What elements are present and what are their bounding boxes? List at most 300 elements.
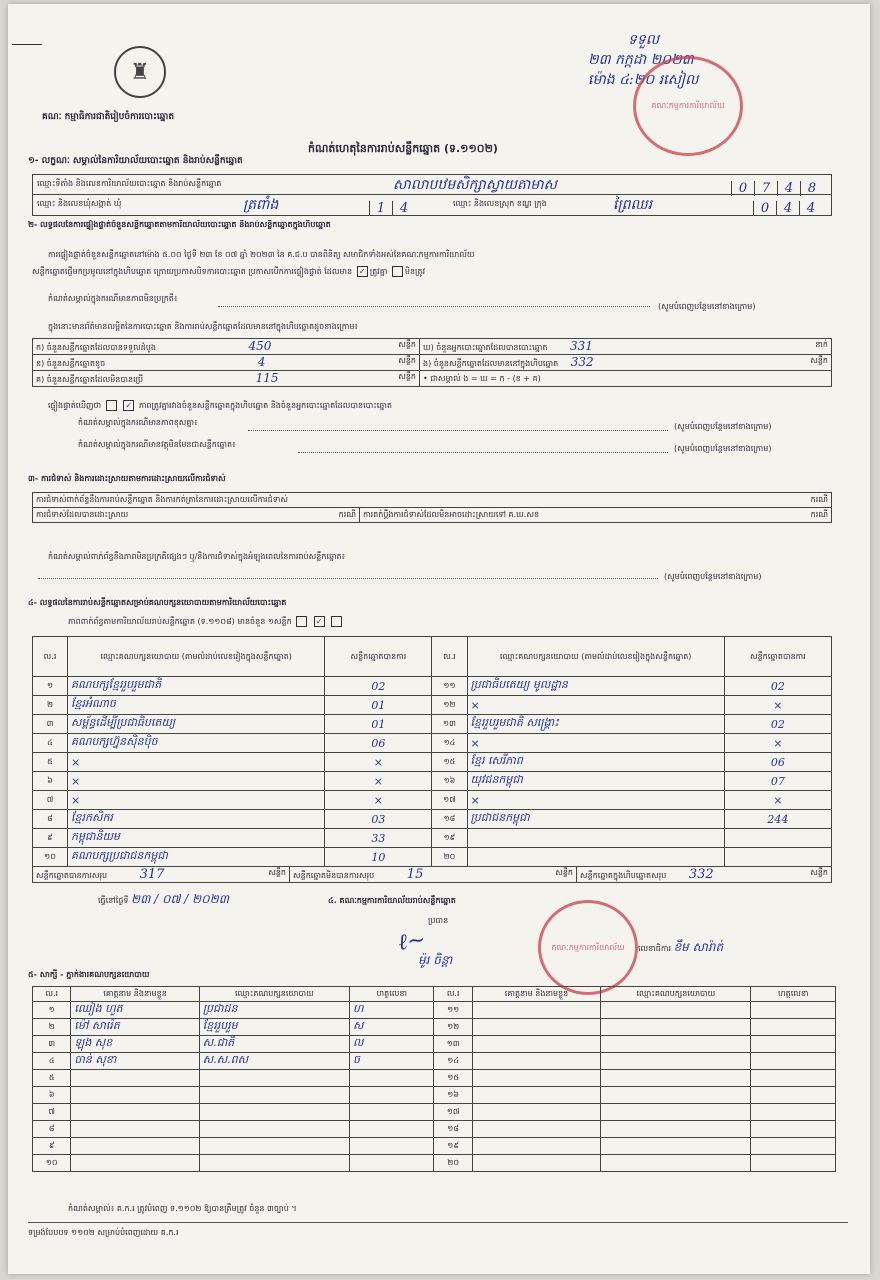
row-no: ២០ xyxy=(432,848,467,867)
received-label: ទទួល xyxy=(628,32,660,48)
col-sign: ហត្ថលេខា xyxy=(350,987,434,1002)
col-no: ល.រ xyxy=(33,637,68,677)
witness-name: ឡុង សុខ xyxy=(71,1036,199,1053)
witness-name xyxy=(71,1155,199,1172)
witness-name: ចាន់ សុខា xyxy=(71,1053,199,1070)
objection-row1 xyxy=(33,493,832,508)
row-no: ៥ xyxy=(33,753,68,772)
party-votes: 02 xyxy=(325,677,432,696)
witness-name xyxy=(472,1036,600,1053)
section5-heading: ៥- សាក្សី - ភ្នាក់ងារគណបក្សនយោបាយ xyxy=(28,970,150,979)
row1-digits xyxy=(731,177,823,196)
col-no: ល.រ xyxy=(33,987,71,1002)
sub-intro: ក្នុងនោះមានព័ត៌មានលម្អិតនៃការបោះឆ្នោត និងការរាប់សន្លឹកឆ្នោតដែលមាននៅក្នុងហិបឆ្នោតដូចខាងក្រោម៖ xyxy=(48,322,359,331)
witness-name xyxy=(472,1087,600,1104)
section3-hint: (សូមបំពេញបន្ថែមនៅខាងក្រោម) xyxy=(664,572,762,581)
item-value: 331 xyxy=(569,339,593,353)
row-no: ១៤ xyxy=(432,734,467,753)
objection-label: ការជំទាស់ដែលបានដោះស្រាយ xyxy=(36,510,129,519)
witness-party xyxy=(199,1087,349,1104)
total-valid xyxy=(33,867,290,883)
table-row xyxy=(33,715,832,734)
item-c xyxy=(33,371,420,387)
check-tail: ភាពត្រូវគ្នារវាងចំនួនសន្លឹកឆ្នោតក្នុងហិបឆ្នោត និងចំនួនអ្នកបោះឆ្នោតដែលបានបោះឆ្នោត xyxy=(138,401,392,410)
header-rule xyxy=(12,44,42,45)
witness-party xyxy=(601,1087,751,1104)
authority-name: គណៈ កម្មាធិការជាតិរៀបចំការបោះឆ្នោត xyxy=(42,112,175,122)
date-label: ធ្វើនៅថ្ងៃទី xyxy=(98,896,129,905)
table-row xyxy=(33,734,832,753)
party-votes: 06 xyxy=(325,734,432,753)
row-no: ១៩ xyxy=(432,829,467,848)
item-a xyxy=(33,339,420,355)
checkbox-3[interactable] xyxy=(331,616,342,627)
chair-label: ប្រធាន xyxy=(428,916,449,925)
cambodia-emblem-icon: ♜ xyxy=(114,46,166,98)
witness-name xyxy=(71,1070,199,1087)
opt-yes-label: ត្រូវគ្នា xyxy=(369,267,388,276)
date-value: ២៣ / ០៧ / ២០២៣ xyxy=(131,892,229,906)
row-no: ៦ xyxy=(33,772,68,791)
party-votes: 03 xyxy=(325,810,432,829)
party-name: ខ្មែរកសិករ xyxy=(68,810,325,829)
row2-value-b: ព្រៃឈរ xyxy=(613,197,653,213)
line2-text: សន្លឹកឆ្នោតផ្ញើមកប្រមូលនៅក្នុងហិបឆ្នោត ក្រោយប្រកាសបិទការបោះឆ្នោត ប្រកាសបើកការផ្ទៀងផ្ទាត់ ដែលមាន xyxy=(32,267,353,276)
party-votes: × xyxy=(325,753,432,772)
row-no: ១២ xyxy=(434,1019,472,1036)
section1-heading: ១- លក្ខណៈ សម្គាល់នៃការិយាល័យបោះឆ្នោត និងរាប់សន្លឹកឆ្នោត xyxy=(28,156,243,166)
party-name xyxy=(467,848,724,867)
section4-intro xyxy=(68,616,344,627)
col-party: ឈ្មោះគណបក្សនយោបាយ xyxy=(601,987,751,1002)
witness-party xyxy=(199,1121,349,1138)
bullet2-line xyxy=(298,452,668,453)
row-no: ១៩ xyxy=(434,1138,472,1155)
bullet2-hint: (សូមបំពេញបន្ថែមនៅខាងក្រោម) xyxy=(674,444,772,453)
item-unit: នាក់ xyxy=(815,340,828,349)
item-label: ខ) ចំនួនសន្លឹកឆ្នោតខូច xyxy=(36,359,106,368)
objection-row2 xyxy=(33,508,360,523)
row-no: ៤ xyxy=(33,734,68,753)
witness-signature xyxy=(751,1155,836,1172)
witness-party xyxy=(601,1070,751,1087)
objection-unit: ករណី xyxy=(810,495,828,504)
note-label: កំណត់សម្គាល់ក្នុងករណីមានភាពមិនប្រក្រតី៖ xyxy=(48,294,178,303)
party-name: × xyxy=(68,791,325,810)
witness-name xyxy=(472,1138,600,1155)
row-no: ១៧ xyxy=(434,1104,472,1121)
official-stamp xyxy=(633,56,743,156)
chair-name: ម៉ូរ ចិន្តា xyxy=(418,953,453,967)
witness-party xyxy=(601,1104,751,1121)
opt-no-label: មិនត្រូវ xyxy=(404,267,426,276)
intro-tail: នៃ គ.ជ.ប បានពិនិត្យ សមាជិកទាំងអស់នៃគណៈកម្មការការិយាល័យ xyxy=(277,250,475,259)
section3-note: កំណត់សម្គាល់ពាក់ព័ន្ធនឹងភាពមិនប្រក្រតីផ្សេងៗ ឬ/និងការជំទាស់ក្នុងអំឡុងពេលនៃការរាប់សន្លឹកឆ្នោត៖ xyxy=(48,552,346,561)
party-name: ប្រជាជនកម្ពុជា xyxy=(467,810,724,829)
row-no: ៥ xyxy=(33,1070,71,1087)
witness-table xyxy=(32,986,836,1172)
party-votes: × xyxy=(325,772,432,791)
table-row xyxy=(33,1053,836,1070)
witness-name xyxy=(472,1002,600,1019)
witness-party xyxy=(601,1002,751,1019)
witness-party xyxy=(199,1138,349,1155)
col-name: គោត្តនាម និងនាមខ្លួន xyxy=(472,987,600,1002)
committee-label: ៤. គណៈកម្មការការិយាល័យរាប់សន្លឹកឆ្នោត xyxy=(328,896,456,905)
unit: សន្លឹក xyxy=(810,868,828,877)
totals-row xyxy=(32,866,832,883)
party-votes xyxy=(724,829,831,848)
witness-name xyxy=(472,1104,600,1121)
row-no: ១២ xyxy=(432,696,467,715)
table-row xyxy=(33,1070,836,1087)
witness-party: ស.ស.ពស xyxy=(199,1053,349,1070)
intro-text: ភាពពាក់ព័ន្ធតាមការិយាល័យរាប់សន្លឹកឆ្នោត (ទ.១១០៨) មានចំនួន ១សន្លឹក xyxy=(68,617,292,626)
party-votes: 06 xyxy=(724,753,831,772)
section2-intro xyxy=(48,250,475,260)
row-no: ១ xyxy=(33,677,68,696)
party-name: ខ្មែរអំណាច xyxy=(68,696,325,715)
party-name: គណបក្សខ្មែររួបរួមជាតិ xyxy=(68,677,325,696)
total-box xyxy=(577,867,832,883)
witness-signature: ស xyxy=(350,1019,434,1036)
item-b xyxy=(33,355,420,371)
digit: 4 xyxy=(392,201,415,216)
party-name xyxy=(467,829,724,848)
row-no: ១១ xyxy=(434,1002,472,1019)
table-row xyxy=(33,1036,836,1053)
item-label: គ) ចំនួនសន្លឹកឆ្នោតដែលមិនបានប្រើ xyxy=(36,375,144,384)
col-party: ឈ្មោះគណបក្សនយោបាយ (តាមលំដាប់លេខរៀងក្នុងសន្លឹកឆ្នោត) xyxy=(467,637,724,677)
witness-signature xyxy=(751,1121,836,1138)
row-no: ៩ xyxy=(33,1138,71,1155)
party-name: × xyxy=(68,772,325,791)
row2-digits-b xyxy=(753,197,822,216)
bullet2: កំណត់សម្គាល់ក្នុងករណីមានវត្ថុមិនមែនជាសន្លឹកឆ្នោត៖ xyxy=(78,440,236,449)
item-value: 332 xyxy=(570,355,594,369)
stamp-text: គណៈកម្មការការិយាល័យ xyxy=(651,101,725,110)
received-date: ២៣ កក្កដា ២០២៣ xyxy=(588,52,694,68)
row-no: ១៦ xyxy=(432,772,467,791)
row1-label: ឈ្មោះទីតាំង និងលេខការិយាល័យបោះឆ្នោត និងរាប់សន្លឹកឆ្នោត xyxy=(37,179,222,188)
witness-name xyxy=(472,1155,600,1172)
party-name: × xyxy=(467,791,724,810)
section3-table xyxy=(32,492,832,523)
table-row xyxy=(33,1138,836,1155)
objection-unit: ករណី xyxy=(810,510,828,519)
party-votes: 02 xyxy=(724,677,831,696)
row-no: ៧ xyxy=(33,1104,71,1121)
witness-signature xyxy=(350,1070,434,1087)
secretary-line xyxy=(638,942,723,954)
witness-name xyxy=(472,1070,600,1087)
check-line xyxy=(48,400,392,411)
item-unit: សន្លឹក xyxy=(398,372,416,381)
row-no: ១៥ xyxy=(432,753,467,772)
witness-signature xyxy=(350,1087,434,1104)
note-hint: (សូមបំពេញបន្ថែមនៅខាងក្រោម) xyxy=(658,302,756,311)
col-name: គោត្តនាម និងនាមខ្លួន xyxy=(71,987,199,1002)
witness-party xyxy=(199,1104,349,1121)
witness-signature xyxy=(350,1155,434,1172)
document-page xyxy=(8,4,870,1274)
witness-signature: ច xyxy=(350,1053,434,1070)
witness-party: ស.ជាតិ xyxy=(199,1036,349,1053)
witness-party xyxy=(601,1121,751,1138)
section2-note xyxy=(48,294,648,304)
footer-rule xyxy=(28,1222,848,1223)
party-name: គណបក្សប្រជាជនកម្ពុជា xyxy=(68,848,325,867)
party-votes: 33 xyxy=(325,829,432,848)
witness-name xyxy=(472,1019,600,1036)
witness-party xyxy=(199,1155,349,1172)
footnote: កំណត់សម្គាល់៖ គ.ក.រ ត្រូវបំពេញ ទ.១១០២ ឱ្យបានត្រឹមត្រូវ ចំនួន ៣ច្បាប់ ។ xyxy=(68,1204,297,1213)
row-no: ៧ xyxy=(33,791,68,810)
party-name: ខ្មែររួបរួមជាតិ សង្គ្រោះ xyxy=(467,715,724,734)
row-no: ៦ xyxy=(33,1087,71,1104)
col-no: ល.រ xyxy=(432,637,467,677)
checkbox-2[interactable]: ✓ xyxy=(314,616,325,627)
row-no: ៣ xyxy=(33,1036,71,1053)
party-votes: × xyxy=(724,734,831,753)
witness-name: ម៉ៅ សារ៉េត xyxy=(71,1019,199,1036)
checkbox-yes[interactable]: ✓ xyxy=(357,266,368,277)
table-row xyxy=(33,1019,836,1036)
witness-signature: ល xyxy=(350,1036,434,1053)
total-invalid-label: សន្លឹកឆ្នោតមិនបានការសរុប xyxy=(293,871,375,880)
section3-line xyxy=(38,578,658,579)
col-party: ឈ្មោះគណបក្សនយោបាយ (តាមលំដាប់លេខរៀងក្នុងសន្លឹកឆ្នោត) xyxy=(68,637,325,677)
row-no: ២០ xyxy=(434,1155,472,1172)
digit: 4 xyxy=(777,181,800,196)
party-results-table xyxy=(32,636,832,867)
objection-unit: ករណី xyxy=(338,510,356,519)
party-name: កម្ពុជានិយម xyxy=(68,829,325,848)
bullet1-line xyxy=(248,430,668,431)
digit: 0 xyxy=(753,201,776,216)
total-invalid xyxy=(290,867,577,883)
row2-value: ត្រពាំង xyxy=(243,197,279,213)
item-value: 4 xyxy=(257,355,266,369)
witness-party: ខ្មែររួបរួម xyxy=(199,1019,349,1036)
table-row xyxy=(33,772,832,791)
witness-name xyxy=(472,1121,600,1138)
witness-party xyxy=(601,1036,751,1053)
footer-form-code: ទម្រង់បែបបទ ១១០២ សម្រាប់បំពេញដោយ គ.ក.រ xyxy=(28,1228,179,1237)
section1-box xyxy=(32,174,832,216)
witness-party xyxy=(601,1138,751,1155)
unit: សន្លឹក xyxy=(268,868,286,877)
party-votes: 244 xyxy=(724,810,831,829)
row-no: ៤ xyxy=(33,1053,71,1070)
witness-name xyxy=(71,1121,199,1138)
objection-label: ការតក់ប្តឹងការជំទាស់ដែលមិនអាចដោះស្រាយទៅ គ.ឃ.សខ xyxy=(363,510,540,519)
row2-digits xyxy=(369,197,415,216)
witness-signature xyxy=(751,1138,836,1155)
digit: 1 xyxy=(369,201,392,216)
witness-signature xyxy=(350,1121,434,1138)
row2-label: ឈ្មោះ និងលេខឃុំសង្កាត់ ឃុំ xyxy=(37,199,122,208)
witness-signature xyxy=(350,1138,434,1155)
witness-party xyxy=(199,1070,349,1087)
witness-party xyxy=(601,1053,751,1070)
item-label: ក) ចំនួនសន្លឹកឆ្នោតដែលបានទទួលដំបូង xyxy=(36,343,156,352)
row-no: ៨ xyxy=(33,1121,71,1138)
total-invalid-value: 15 xyxy=(406,867,424,882)
item-value: 450 xyxy=(248,339,272,353)
table-row xyxy=(33,677,832,696)
witness-signature xyxy=(751,1070,836,1087)
stamp-text: គណៈកម្មការការិយាល័យ xyxy=(551,942,625,952)
date-line xyxy=(98,894,229,906)
digit: 4 xyxy=(799,201,822,216)
chair-signature: ℓ~ xyxy=(396,927,428,956)
col-sign: ហត្ថលេខា xyxy=(751,987,836,1002)
party-votes: 07 xyxy=(724,772,831,791)
table-row xyxy=(33,753,832,772)
objection-label: ការជំទាស់ពាក់ព័ន្ធនឹងការរាប់សន្លឹកឆ្នោត និងការកត់ត្រានៃការដោះស្រាយលើការជំទាស់ xyxy=(36,495,289,504)
col-votes: សន្លឹកឆ្នោតបានការ xyxy=(724,637,831,677)
committee-stamp xyxy=(538,900,638,995)
col-votes: សន្លឹកឆ្នោតបានការ xyxy=(325,637,432,677)
checkbox-1[interactable] xyxy=(296,616,307,627)
party-name: ប្រជាធិបតេយ្យ មូលដ្ឋាន xyxy=(467,677,724,696)
party-votes: 01 xyxy=(325,696,432,715)
witness-signature xyxy=(751,1002,836,1019)
table-row xyxy=(33,1002,836,1019)
row-no: ១៨ xyxy=(434,1121,472,1138)
checkbox-correct[interactable]: ✓ xyxy=(123,400,134,411)
bullet1: កំណត់សម្គាល់ក្នុងករណីមានភាពខុសគ្នា៖ xyxy=(78,418,198,427)
party-name: គណបក្សហ្វ៊ុនស៊ិនប៉ិច xyxy=(68,734,325,753)
checkbox-has[interactable] xyxy=(106,400,117,411)
table-row xyxy=(33,791,832,810)
section4-heading: ៤- លទ្ធផលនៃការរាប់សន្លឹកឆ្នោតសម្រាប់គណបក្សនយោបាយតាមការិយាល័យបោះឆ្នោត xyxy=(28,598,287,607)
item-label: ង) ចំនួនសន្លឹកឆ្នោតដែលមាននៅក្នុងហិបឆ្នោត xyxy=(423,359,559,368)
item-formula xyxy=(420,371,832,387)
total-valid-label: សន្លឹកឆ្នោតបានការសរុប xyxy=(36,871,108,880)
bullet1-hint: (សូមបំពេញបន្ថែមនៅខាងក្រោម) xyxy=(674,422,772,431)
party-votes: 02 xyxy=(724,715,831,734)
form-title: កំណត់ហេតុនៃការរាប់សន្លឹកឆ្នោត (ទ.១១០២) xyxy=(308,142,498,155)
item-d xyxy=(420,339,832,355)
row-no: ១០ xyxy=(33,1155,71,1172)
received-time: ម៉ោង ៤:២០ រសៀល xyxy=(588,72,699,88)
witness-signature: ហ xyxy=(350,1002,434,1019)
row-no: ៩ xyxy=(33,829,68,848)
section2-heading: ២- លទ្ធផលនៃការផ្ទៀងផ្ទាត់ចំនួនសន្លឹកឆ្នោតតាមការិយាល័យបោះឆ្នោត និងរាប់សន្លឹកឆ្នោតក្នុងហិបឆ្នោត xyxy=(28,220,331,229)
row-no: ១៨ xyxy=(432,810,467,829)
witness-name xyxy=(71,1104,199,1121)
party-votes xyxy=(724,848,831,867)
witness-name xyxy=(71,1138,199,1155)
row-no: ៨ xyxy=(33,810,68,829)
party-name: ខ្មែរ សេរីភាព xyxy=(467,753,724,772)
intro-text: ការផ្ទៀងផ្ទាត់ចំនួនសន្លឹកឆ្នោតនៅម៉ោង ៥.០០ ថ្ងៃទី ២៣ ខែ ០៧ ឆ្នាំ ២០២៣ xyxy=(48,250,275,259)
row-no: ១០ xyxy=(33,848,68,867)
checkbox-no[interactable] xyxy=(392,266,403,277)
section2-table xyxy=(32,338,832,387)
row-no: ១៣ xyxy=(432,715,467,734)
item-label: ឃ) ចំនួនអ្នកបោះឆ្នោតដែលបានបោះឆ្នោត xyxy=(423,343,548,352)
item-e xyxy=(420,355,832,371)
party-name: យុវជនកម្ពុជា xyxy=(467,772,724,791)
table-row xyxy=(33,1121,836,1138)
table-row xyxy=(33,829,832,848)
row-no: ២ xyxy=(33,1019,71,1036)
row-no: ១ xyxy=(33,1002,71,1019)
witness-signature xyxy=(751,1036,836,1053)
witness-party xyxy=(601,1155,751,1172)
witness-name xyxy=(472,1053,600,1070)
row1-value: សាលាបឋមសិក្សាស្វាយតាមាស xyxy=(393,177,557,193)
section3-heading: ៣- ការជំទាស់ និងការដោះស្រាយតាមការដោះស្រាយលើការជំទាស់ xyxy=(28,474,226,483)
witness-party: ប្រជាជន xyxy=(199,1002,349,1019)
objection-row2b xyxy=(360,508,832,523)
party-name: សម្ព័ន្ធដើម្បីប្រជាធិបតេយ្យ xyxy=(68,715,325,734)
witness-name xyxy=(71,1087,199,1104)
witness-party xyxy=(601,1019,751,1036)
item-label: • ជាសម្គាល់ ង = ឃ = ក - (ខ + គ) xyxy=(423,373,541,383)
secretary-name: ខឹម សារ៉ាត់ xyxy=(673,940,724,954)
witness-signature xyxy=(751,1019,836,1036)
secretary-label: លេខាធិការ xyxy=(638,944,672,953)
witness-signature xyxy=(751,1087,836,1104)
party-name: × xyxy=(467,734,724,753)
digit: 0 xyxy=(731,181,754,196)
row-no: ១៧ xyxy=(432,791,467,810)
party-votes: × xyxy=(325,791,432,810)
table-row xyxy=(33,1087,836,1104)
witness-name: ឈៀង ហួត xyxy=(71,1002,199,1019)
row-no: ១៥ xyxy=(434,1070,472,1087)
digit: 8 xyxy=(800,181,823,196)
row-no: ១៣ xyxy=(434,1036,472,1053)
witness-signature xyxy=(350,1104,434,1121)
party-name: × xyxy=(68,753,325,772)
table-row xyxy=(33,1155,836,1172)
item-unit: សន្លឹក xyxy=(398,356,416,365)
table-row xyxy=(33,810,832,829)
row-no: ២ xyxy=(33,696,68,715)
party-name: × xyxy=(467,696,724,715)
unit: សន្លឹក xyxy=(555,868,573,877)
item-unit: សន្លឹក xyxy=(398,340,416,349)
table-row xyxy=(33,696,832,715)
party-votes: 10 xyxy=(325,848,432,867)
row-no: ១៤ xyxy=(434,1053,472,1070)
table-row xyxy=(33,848,832,867)
digit: 7 xyxy=(754,181,777,196)
total-box-label: សន្លឹកឆ្នោតក្នុងហិបឆ្នោតសរុប xyxy=(580,871,667,880)
table-row xyxy=(33,1104,836,1121)
party-votes: × xyxy=(724,791,831,810)
check-label: ផ្ទៀងផ្ទាត់ឃើញថា xyxy=(48,401,102,410)
col-no: ល.រ xyxy=(434,987,472,1002)
row-no: ៣ xyxy=(33,715,68,734)
item-unit: សន្លឹក xyxy=(810,356,828,365)
party-votes: × xyxy=(724,696,831,715)
item-value: 115 xyxy=(255,371,279,385)
note-line xyxy=(218,306,650,307)
row-no: ១១ xyxy=(432,677,467,696)
col-party: ឈ្មោះគណបក្សនយោបាយ xyxy=(199,987,349,1002)
row-no: ១៦ xyxy=(434,1087,472,1104)
witness-signature xyxy=(751,1053,836,1070)
row2-label-b: ឈ្មោះ និងលេខស្រុក ខណ្ឌ ក្រុង xyxy=(453,199,547,208)
digit: 4 xyxy=(776,201,799,216)
party-votes: 01 xyxy=(325,715,432,734)
